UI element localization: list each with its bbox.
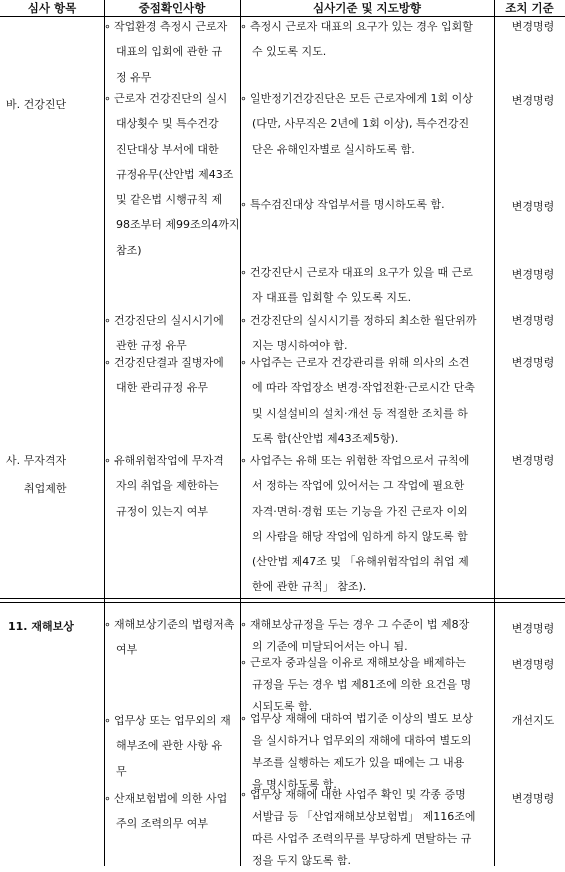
standard-item: ∘ 건강진단의 실시시기를 정하되 최소한 월단위까 지는 명시하여야 함. (240, 308, 477, 359)
action-criterion: 변경명령 (511, 792, 555, 805)
standard-item: ∘ 재해보상규정을 두는 경우 그 수준이 법 제8장 의 기준에 미달되어서는 아니 됨. (240, 614, 469, 658)
section-unqualified: 사. 무자격자 (6, 454, 67, 467)
standard-item: ∘ 건강진단시 근로자 대표의 요구가 있을 때 근로 자 대표를 입회할 수 있도록 지도. (240, 260, 473, 311)
focus-item: ∘ 재해보상기준의 법령저촉 여부 (104, 612, 234, 663)
focus-item: ∘ 건강진단의 실시시기에 관한 규정 유무 (104, 308, 224, 359)
standard-item: ∘ 측정시 근로자 대표의 요구가 있는 경우 입회할 수 있도록 지도. (240, 14, 473, 65)
action-criterion: 변경명령 (511, 658, 555, 671)
header-item: 심사 항목 (0, 0, 104, 17)
row-divider (0, 602, 565, 603)
bullet-icon: ∘ (104, 356, 111, 369)
bullet-icon: ∘ (104, 454, 111, 467)
bullet-icon: ∘ (104, 714, 111, 727)
bullet-icon: ∘ (104, 792, 111, 805)
bullet-icon: ∘ (240, 92, 247, 105)
action-criterion: 변경명령 (511, 622, 555, 635)
header-action: 조치 기준 (494, 0, 565, 17)
bullet-icon: ∘ (240, 266, 247, 279)
bullet-icon: ∘ (104, 92, 111, 105)
bullet-icon: ∘ (240, 454, 247, 467)
header-focus: 중점확인사항 (104, 0, 240, 17)
action-criterion: 변경명령 (511, 454, 555, 467)
standard-item: ∘ 일반정기건강진단은 모든 근로자에게 1회 이상 (다만, 사무직은 2년에 1회 이상), 특수건강진 단은 유해인자별로 실시하도록 함. (240, 86, 473, 162)
bullet-icon: ∘ (240, 20, 247, 33)
focus-item: ∘ 업무상 또는 업무외의 재 해부조에 관한 사항 유 무 (104, 708, 231, 784)
action-criterion: 변경명령 (511, 356, 555, 369)
column-divider (494, 0, 495, 866)
standard-item: ∘ 업무상 재해에 대하여 법기준 이상의 별도 보상 을 실시하거나 업무외의 재해에 대하여 별도의 부조를 실행하는 제도가 있을 때에는 그 내용 을 명시하도록 함. (240, 708, 473, 796)
section-health: 바. 건강진단 (6, 98, 67, 111)
action-criterion: 변경명령 (511, 200, 555, 213)
action-criterion: 개선지도 (511, 714, 555, 727)
bullet-icon: ∘ (240, 618, 247, 631)
bullet-icon: ∘ (240, 314, 247, 327)
bullet-icon: ∘ (240, 656, 247, 669)
focus-item: ∘ 건강진단결과 질병자에 대한 관리규정 유무 (104, 350, 224, 401)
action-criterion: 변경명령 (511, 268, 555, 281)
standard-item: ∘ 사업주는 유해 또는 위험한 작업으로서 규칙에 서 정하는 작업에 있어서는 그 작업에 필요한 자격·면허·경험 또는 기능을 가진 근로자 이외 의 사람을 해당 작업에 임하게 하지 않도록 함 (산안법 제47조 및 「유해위험작업의 취업 제 한에 관한 규칙」 참조). (240, 448, 469, 600)
standard-item: ∘ 업무상 재해에 대한 사업주 확인 및 각종 증명 서발급 등 「산업재해보상보험법」 제116조에 따른 사업주 조력의무를 부당하게 면탈하는 규 정을 두지 않도록 함. (240, 784, 476, 872)
bullet-icon: ∘ (104, 618, 111, 631)
section-compensation: 11. 재해보상 (8, 620, 74, 633)
standard-item: ∘ 근로자 중과실을 이유로 재해보상을 배제하는 규정을 두는 경우 법 제81조에 의한 요건을 명 시되도록 함. (240, 652, 471, 718)
focus-item: ∘ 산재보험법에 의한 사업 주의 조력의무 여부 (104, 786, 227, 837)
bullet-icon: ∘ (240, 712, 247, 725)
focus-item: ∘ 근로자 건강진단의 실시 대상횟수 및 특수건강 진단대상 부서에 대한 규정유무(산안법 제43조 및 같은법 시행규칙 제 98조부터 제99조의4까지 참조) (104, 86, 240, 263)
action-criterion: 변경명령 (511, 94, 555, 107)
action-criterion: 변경명령 (511, 20, 555, 33)
bullet-icon: ∘ (104, 20, 111, 33)
bullet-icon: ∘ (104, 314, 111, 327)
bullet-icon: ∘ (240, 356, 247, 369)
focus-item: ∘ 유해위험작업에 무자격 자의 취업을 제한하는 규정이 있는지 여부 (104, 448, 224, 524)
action-criterion: 변경명령 (511, 314, 555, 327)
bullet-icon: ∘ (240, 198, 247, 211)
standard-item: ∘ 특수검진대상 작업부서를 명시하도록 함. (240, 192, 445, 217)
standard-item: ∘ 사업주는 근로자 건강관리를 위해 의사의 소견 에 따라 작업장소 변경·작업전환·근로시간 단축 및 시설설비의 설치·개선 등 적절한 조치를 하 도록 함(산안법 제43조제5항). (240, 350, 475, 451)
header-standard: 심사기준 및 지도방향 (240, 0, 494, 17)
section-unqualified-2: 취업제한 (24, 482, 67, 495)
focus-item: ∘ 작업환경 측정시 근로자 대표의 입회에 관한 규 정 유무 (104, 14, 227, 90)
bullet-icon: ∘ (240, 788, 247, 801)
